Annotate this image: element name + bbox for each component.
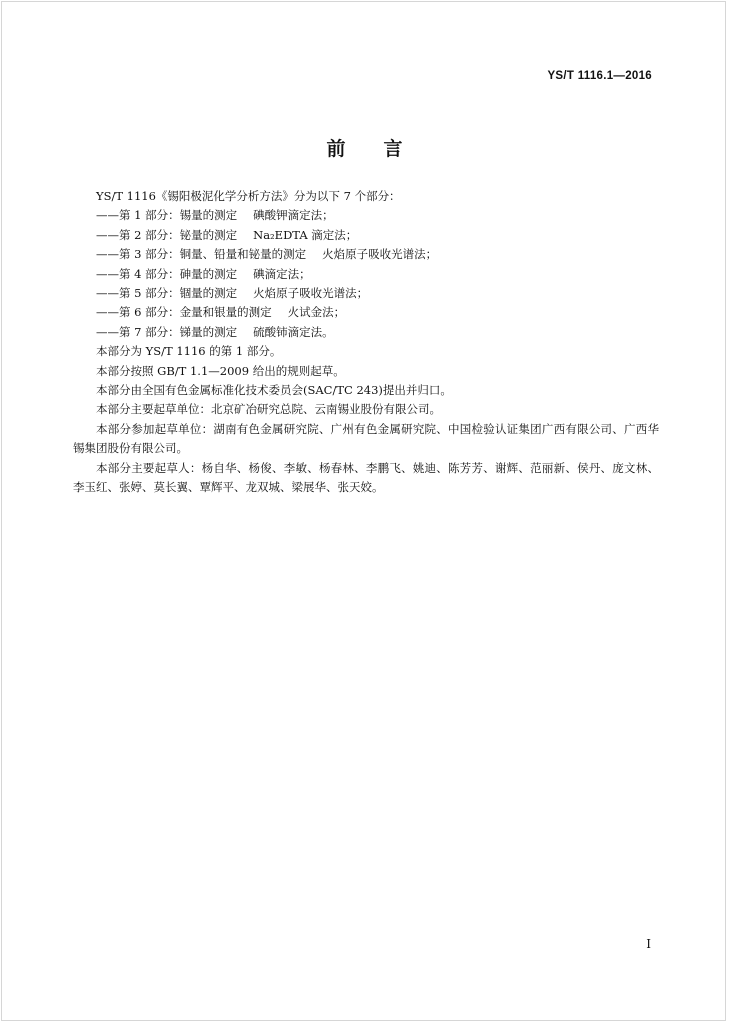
part-name: ——第 4 部分：砷量的测定	[96, 266, 238, 281]
part-name: ——第 7 部分：锑量的测定	[96, 324, 238, 339]
part-list-item	[73, 303, 659, 322]
part-list-item	[73, 245, 659, 264]
foreword-body	[73, 187, 659, 498]
part-list-item	[73, 206, 659, 225]
part-method: 火焰原子吸收光谱法；	[322, 247, 438, 262]
part-name: ——第 2 部分：铋量的测定	[96, 227, 238, 242]
part-list-item	[73, 284, 659, 303]
part-name: ——第 6 部分：金量和银量的测定	[96, 305, 272, 320]
part-method: 碘滴定法；	[253, 266, 311, 281]
page-number: I	[646, 937, 651, 951]
part-list-item	[73, 323, 659, 342]
intro-paragraph: YS/T 1116《锡阳极泥化学分析方法》分为以下 7 个部分：	[96, 189, 401, 203]
part-method: 碘酸钾滴定法；	[253, 208, 334, 223]
participating-units-paragraph: 本部分参加起草单位：湖南有色金属研究院、广州有色金属研究院、中国检验认证集团广西有限公司、广西华锡集团股份有限公司。	[73, 421, 659, 456]
part-method: Na₂EDTA 滴定法；	[253, 227, 358, 242]
drafting-rules-paragraph: 本部分按照 GB/T 1.1—2009 给出的规则起草。	[96, 363, 345, 378]
part-method: 火焰原子吸收光谱法；	[253, 286, 369, 301]
main-drafters-paragraph: 本部分主要起草人：杨自华、杨俊、李敏、杨春林、李鹏飞、姚迪、陈芳芳、谢辉、范丽新、侯丹、庞文林、李玉红、张婷、莫长翼、覃辉平、龙双城、梁展华、张天姣。	[73, 460, 659, 495]
part-name: ——第 1 部分：锡量的测定	[96, 208, 238, 223]
page-title	[0, 134, 729, 161]
part-list-item	[73, 226, 659, 245]
part-name: ——第 3 部分：铜量、铅量和铋量的测定	[96, 247, 307, 262]
main-drafting-units-paragraph: 本部分主要起草单位：北京矿冶研究总院、云南锡业股份有限公司。	[96, 402, 441, 417]
part-name: ——第 5 部分：锢量的测定	[96, 286, 238, 301]
part-method: 火试金法；	[287, 305, 346, 320]
proposed-by-paragraph: 本部分由全国有色金属标准化技术委员会(SAC/TC 243)提出并归口。	[96, 383, 452, 398]
part-list-item	[73, 265, 659, 284]
standard-number: YS/T 1116.1—2016	[547, 70, 652, 82]
this-part-paragraph: 本部分为 YS/T 1116 的第 1 部分。	[96, 344, 282, 359]
title-char-2: 言	[383, 138, 403, 160]
part-method: 硫酸铈滴定法。	[253, 324, 334, 339]
title-char-1: 前	[326, 138, 346, 160]
